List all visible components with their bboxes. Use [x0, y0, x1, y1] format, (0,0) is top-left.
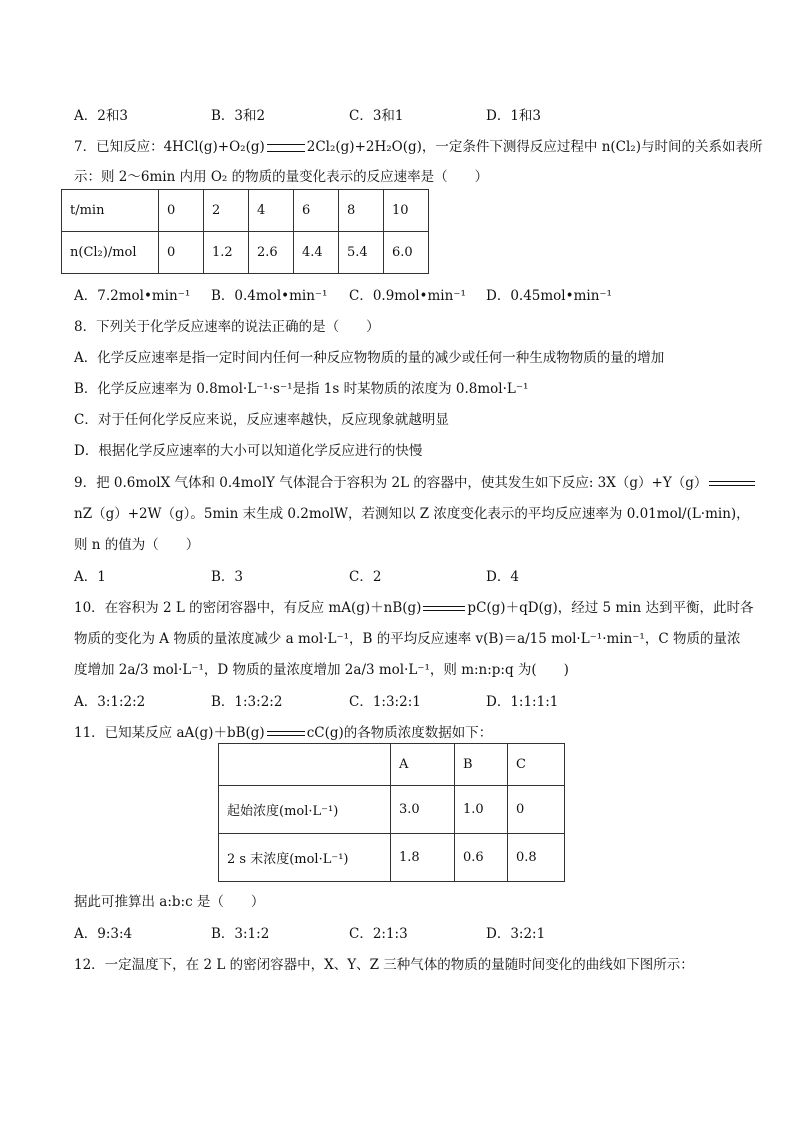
table-cell: 4	[249, 190, 294, 232]
table-cell: 4.4	[294, 232, 339, 274]
option-a: A．7.2mol•min⁻¹	[74, 288, 191, 304]
q8-stem: 8．下列关于化学反应速率的说法正确的是（ ）	[74, 319, 380, 335]
q10-line2: 物质的变化为 A 物质的量浓度减少 a mol·L⁻¹，B 的平均反应速率 v(B)＝a/15 mol·L⁻¹·min⁻¹，C 物质的量浓	[74, 631, 741, 647]
q11-stem: 11．已知某反应 aA(g)＋bB(g) cC(g)的各物质浓度数据如下：	[74, 725, 493, 741]
table-cell: 0	[159, 232, 204, 274]
reversible-arrow-icon	[709, 479, 755, 489]
table-cell: 6.0	[384, 232, 429, 274]
q8-option-b: B．化学反应速率为 0.8mol·L⁻¹·s⁻¹是指 1s 时某物质的浓度为 0.8mol·L⁻¹	[74, 381, 529, 397]
table-cell: 起始浓度(mol·L⁻¹)	[219, 786, 391, 834]
table-cell: 1.2	[204, 232, 249, 274]
table-cell: 3.0	[391, 786, 455, 834]
q11-table	[218, 743, 565, 882]
table-cell: 2 s 末浓度(mol·L⁻¹)	[219, 834, 391, 882]
reversible-arrow-icon	[423, 604, 465, 614]
option-b: B．3:1:2	[211, 926, 270, 942]
option-d: D．3:2:1	[486, 926, 546, 942]
option-c: C．2:1:3	[349, 926, 408, 942]
q8-option-c: C．对于任何化学反应来说，反应速率越快，反应现象就越明显	[74, 412, 449, 428]
table-cell: 10	[384, 190, 429, 232]
table-cell: 2.6	[249, 232, 294, 274]
option-a: A．2和3	[74, 108, 128, 124]
option-d: D．1和3	[486, 108, 542, 124]
option-c: C．2	[349, 569, 382, 585]
table-row	[219, 834, 565, 882]
table-row	[219, 744, 565, 786]
option-b: B．3	[211, 569, 244, 585]
option-b: B．0.4mol•min⁻¹	[211, 288, 328, 304]
q9-line3: 则 n 的值为（ ）	[74, 537, 200, 553]
q8-option-d: D．根据化学反应速率的大小可以知道化学反应进行的快慢	[74, 443, 423, 459]
q10-line3: 度增加 2a/3 mol·L⁻¹，D 物质的量浓度增加 2a/3 mol·L⁻¹，则 m:n:p:q 为( )	[74, 662, 569, 678]
table-cell: n(Cl₂)/mol	[62, 232, 159, 274]
option-a: A．9:3:4	[74, 926, 133, 942]
table-cell: 0	[159, 190, 204, 232]
table-cell: 6	[294, 190, 339, 232]
table-cell: B	[455, 744, 508, 786]
q7-table	[61, 189, 429, 274]
q8-option-a: A．化学反应速率是指一定时间内任何一种反应物物质的量的减少或任何一种生成物物质的量的增加	[74, 350, 665, 366]
table-cell: 1.0	[455, 786, 508, 834]
q12-stem: 12．一定温度下，在 2 L 的密闭容器中，X、Y、Z 三种气体的物质的量随时间变化的曲线如下图所示：	[74, 957, 694, 973]
option-d: D．4	[486, 569, 519, 585]
table-cell: t/min	[62, 190, 159, 232]
option-c: C．3和1	[349, 108, 404, 124]
q9-line1: 9．把 0.6molX 气体和 0.4molY 气体混合于容积为 2L 的容器中，使其发生如下反应: 3X（g）+Y（g）	[74, 471, 757, 491]
table-cell: 8	[339, 190, 384, 232]
table-cell: 5.4	[339, 232, 384, 274]
q7-stem-line2: 示：则 2～6min 内用 O₂ 的物质的量变化表示的反应速率是（ ）	[74, 169, 489, 185]
table-cell: 2	[204, 190, 249, 232]
reversible-arrow-icon	[267, 729, 305, 739]
table-cell: 0.6	[455, 834, 508, 882]
table-cell: 1.8	[391, 834, 455, 882]
option-d: D．1:1:1:1	[486, 694, 559, 710]
equals-sign-icon	[267, 144, 305, 152]
table-cell: C	[508, 744, 565, 786]
option-a: A．1	[74, 569, 106, 585]
table-cell	[219, 744, 391, 786]
table-row	[219, 786, 565, 834]
option-b: B．3和2	[211, 108, 266, 124]
option-c: C．1:3:2:1	[349, 694, 421, 710]
option-c: C．0.9mol•min⁻¹	[349, 288, 466, 304]
q11-after-text: 据此可推算出 a:b:c 是（ ）	[74, 894, 265, 910]
table-cell: 0	[508, 786, 565, 834]
q10-line1: 10．在容积为 2 L 的密闭容器中，有反应 mA(g)＋nB(g) pC(g)＋qD(g)，经过 5 min 达到平衡，此时各	[74, 600, 754, 616]
option-d: D．0.45mol•min⁻¹	[486, 288, 612, 304]
option-a: A．3:1:2:2	[74, 694, 146, 710]
q9-line2: nZ（g）+2W（g）。5min 末生成 0.2molW，若测知以 Z 浓度变化表示的平均反应速率为 0.01mol/(L·min)，	[74, 506, 750, 522]
table-cell: 0.8	[508, 834, 565, 882]
table-row	[62, 190, 429, 232]
table-cell: A	[391, 744, 455, 786]
option-b: B．1:3:2:2	[211, 694, 283, 710]
table-row	[62, 232, 429, 274]
q7-stem-line1: 7．已知反应：4HCl(g)+O₂(g) 2Cl₂(g)+2H₂O(g)，一定条件下测得反应过程中 n(Cl₂)与时间的关系如表所	[74, 139, 763, 155]
